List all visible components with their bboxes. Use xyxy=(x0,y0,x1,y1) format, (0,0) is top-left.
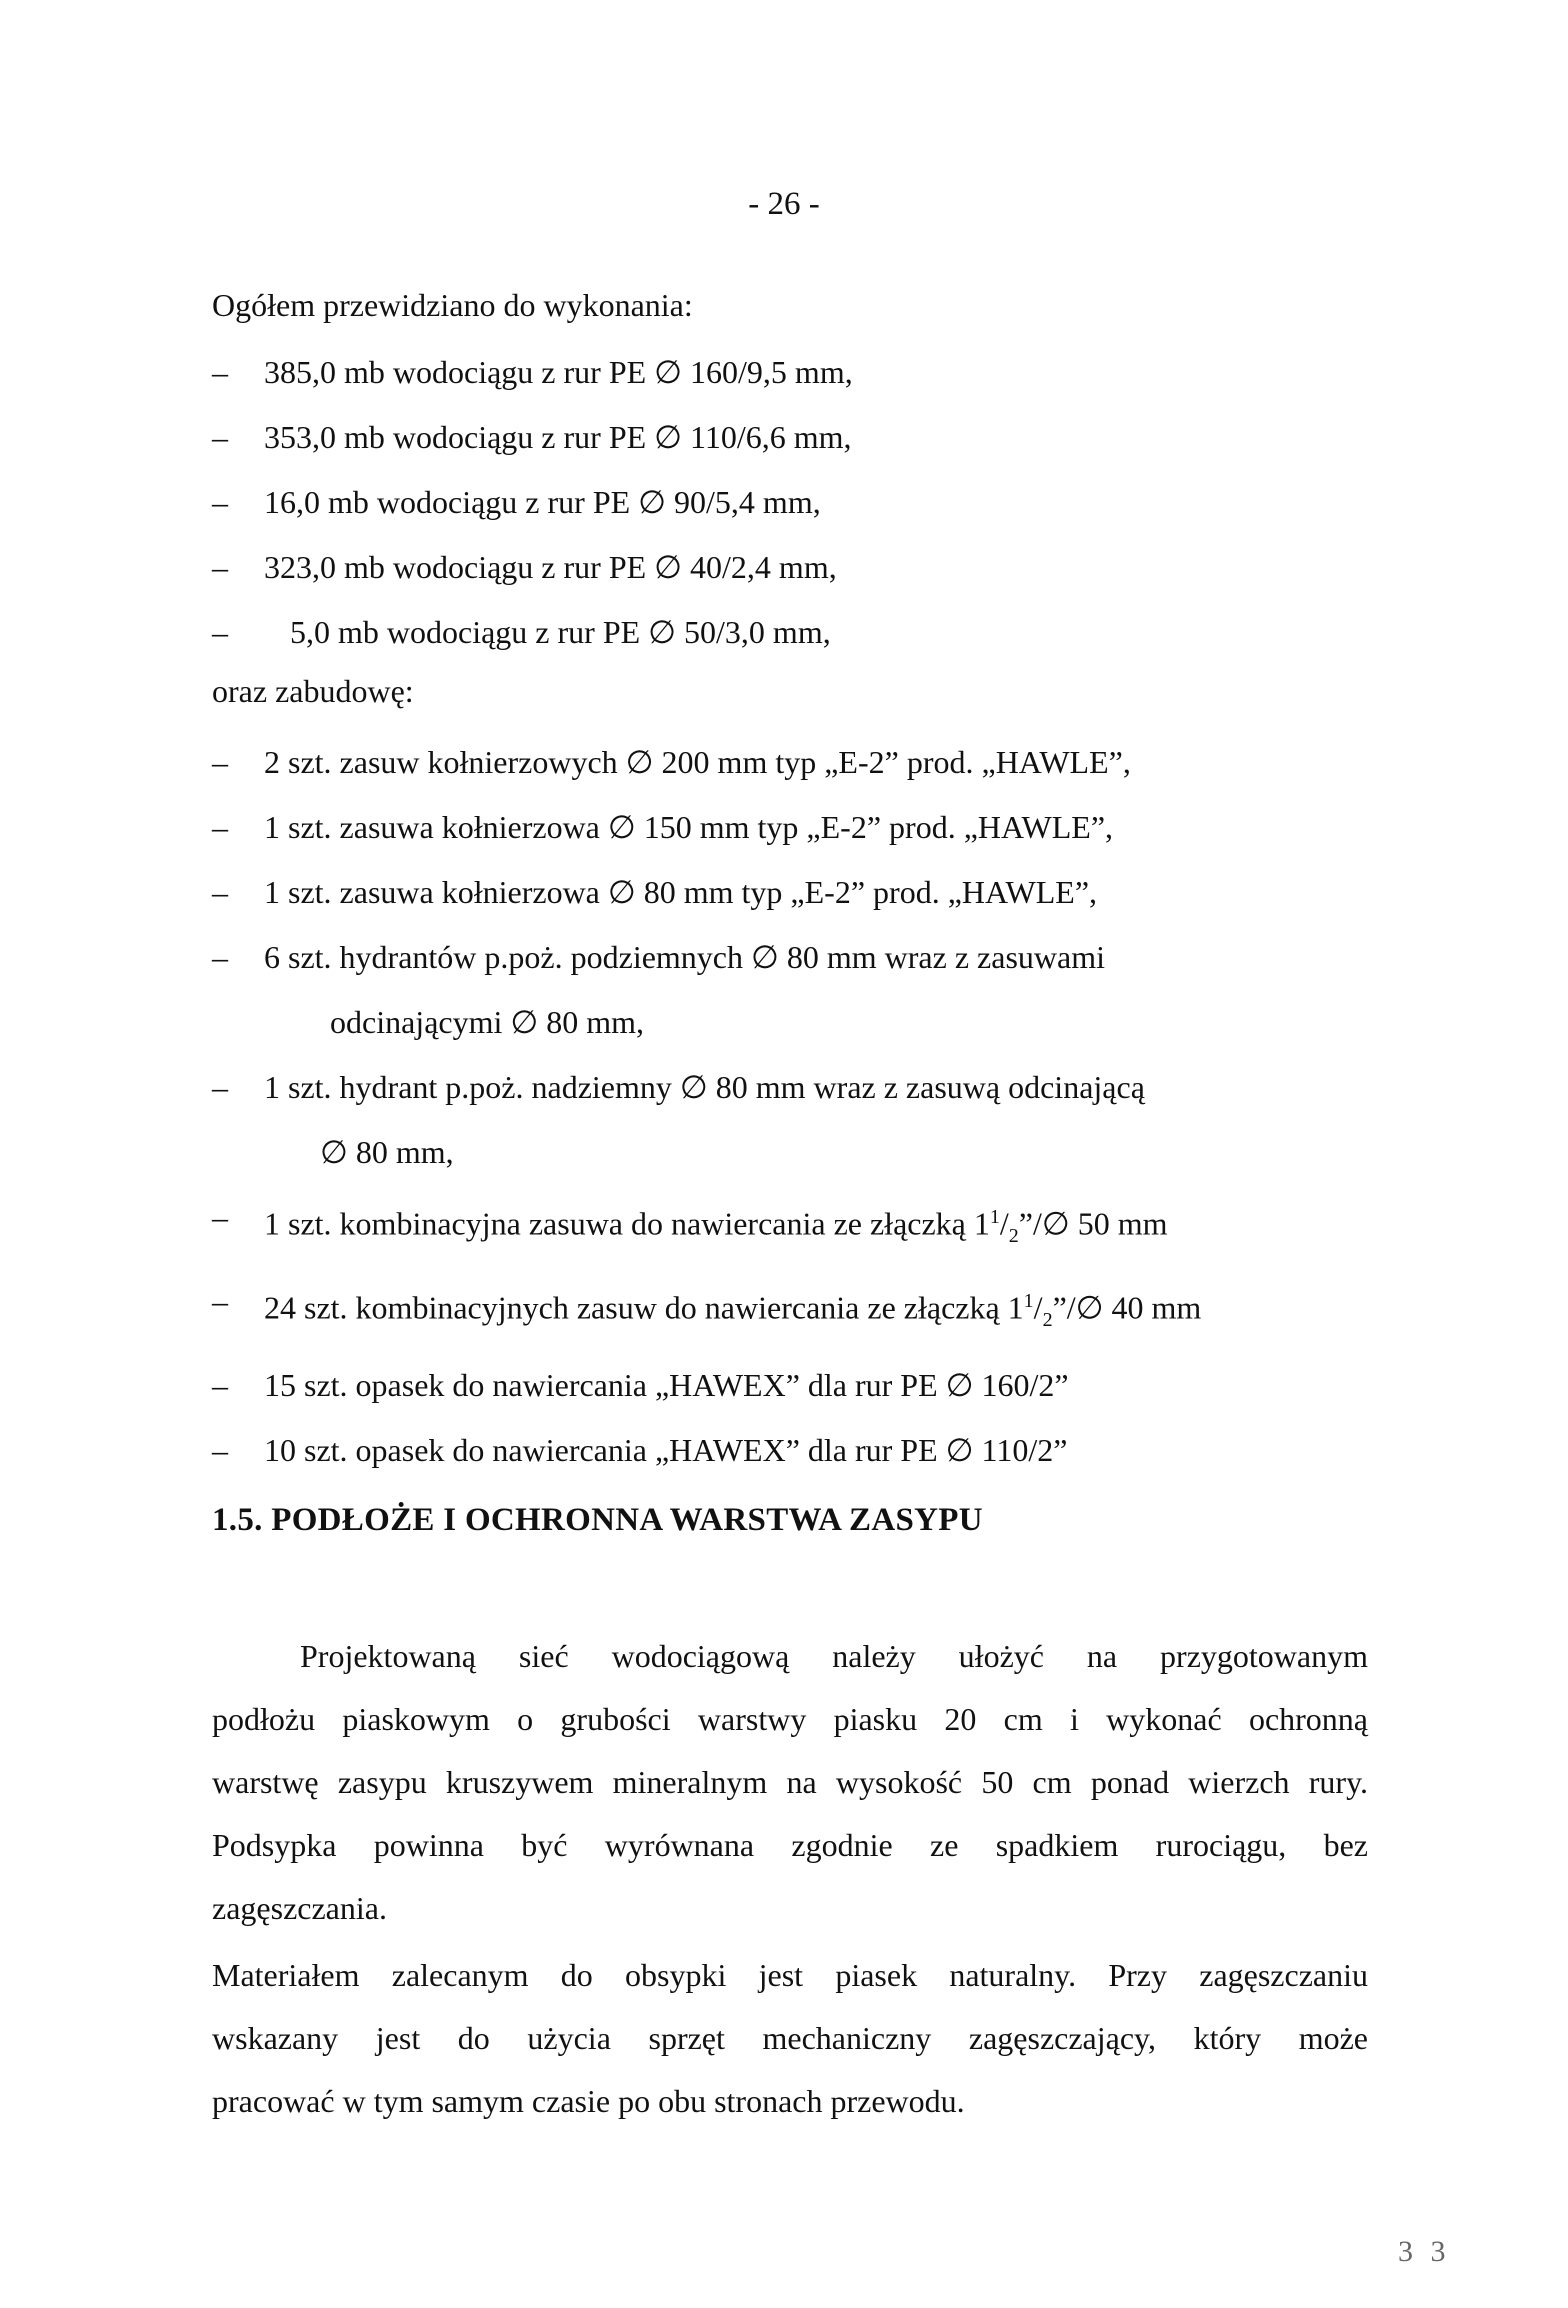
pipe-list xyxy=(212,340,1392,665)
list-item: – 2 szt. zasuw kołnierzowych ∅ 200 mm typ „E-2” prod. „HAWLE”, xyxy=(212,744,1131,780)
list-item: – 5,0 mb wodociągu z rur PE ∅ 50/3,0 mm, xyxy=(212,614,831,650)
section-heading: 1.5. PODŁOŻE I OCHRONNA WARSTWA ZASYPU xyxy=(212,1502,983,1538)
fittings-list xyxy=(212,730,1392,1483)
oraz-text: oraz zabudowę: xyxy=(212,673,414,709)
list-item: – 1 szt. zasuwa kołnierzowa ∅ 80 mm typ „E-2” prod. „HAWLE”, xyxy=(212,874,1098,910)
list-item: – 15 szt. opasek do nawiercania „HAWEX” dla rur PE ∅ 160/2” xyxy=(212,1367,1069,1404)
page-number: - 26 - xyxy=(748,186,820,222)
list-item: – 1 szt. kombinacyjna zasuwa do nawiercania ze złączką $1^1/_2”/\emptyset$ 50 mm xyxy=(212,1199,1168,1248)
list-item: – 6 szt. hydrantów p.poż. podziemnych ∅ 80 mm wraz z zasuwami odcinającymi ∅ 80 mm, xyxy=(212,939,1105,1040)
list-item: – 24 szt. kombinacyjnych zasuw do nawiercania ze złączką $1^1/_2”/\emptyset$ 40 mm xyxy=(212,1283,1202,1332)
list-item: – 10 szt. opasek do nawiercania „HAWEX” dla rur PE ∅ 110/2” xyxy=(212,1432,1068,1469)
intro-text: Ogółem przewidziano do wykonania: xyxy=(212,287,693,323)
page-stamp: 3 3 xyxy=(1398,2235,1451,2268)
paragraph-2: Materiałem zalecanym do obsypki jest piasek naturalny. Przy zagęszczaniu wskazany jest do użycia sprzęt mechaniczny zagęszczający, który może pracować w tym samym czasie po obu stronach przewodu. xyxy=(212,1957,1368,2119)
list-item: – 1 szt. zasuwa kołnierzowa ∅ 150 mm typ „E-2” prod. „HAWLE”, xyxy=(212,809,1114,845)
list-item: – 16,0 mb wodociągu z rur PE ∅ 90/5,4 mm, xyxy=(212,484,821,520)
list-item: – 385,0 mb wodociągu z rur PE ∅ 160/9,5 mm, xyxy=(212,354,853,390)
list-item: – 323,0 mb wodociągu z rur PE ∅ 40/2,4 mm, xyxy=(212,549,837,585)
paragraph-1: Projektowaną sieć wodociągową należy ułożyć na przygotowanym podłożu piaskowym o grubości warstwy piasku 20 cm i wykonać ochronną warstwę zasypu kruszywem mineralnym na wysokość 50 cm ponad wierzch rury. Podsypka powinna być wyrównana zgodnie ze spadkiem rurociągu, bez zagęszczania. xyxy=(212,1638,1368,1926)
list-item: – 1 szt. hydrant p.poż. nadziemny ∅ 80 mm wraz z zasuwą odcinającą ∅ 80 mm, xyxy=(212,1069,1145,1170)
list-item: – 353,0 mb wodociągu z rur PE ∅ 110/6,6 mm, xyxy=(212,419,852,455)
